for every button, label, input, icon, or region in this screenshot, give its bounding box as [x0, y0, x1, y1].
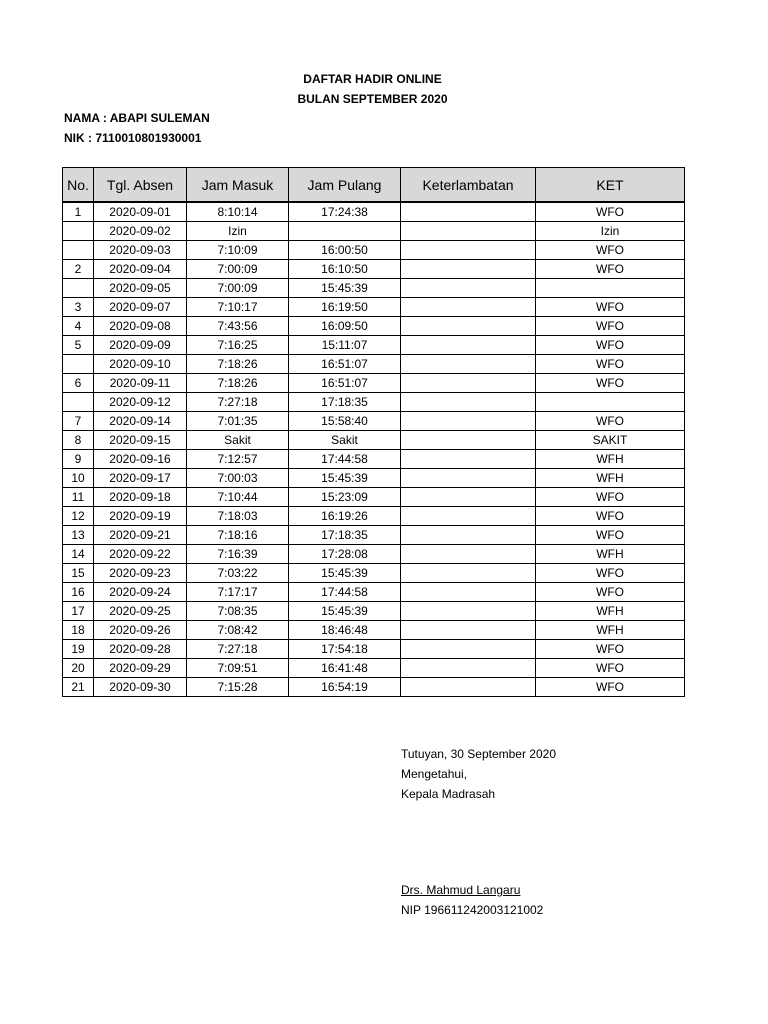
cell-check-in: 7:16:25: [187, 336, 289, 355]
cell-date: 2020-09-28: [94, 640, 187, 659]
column-header-no: No.: [63, 168, 94, 203]
cell-check-out: 16:00:50: [289, 241, 401, 260]
cell-check-in: 7:08:35: [187, 602, 289, 621]
cell-remarks: WFH: [536, 450, 685, 469]
cell-remarks: WFO: [536, 317, 685, 336]
document-title: DAFTAR HADIR ONLINE: [303, 72, 442, 86]
cell-date: 2020-09-01: [94, 202, 187, 222]
cell-check-in: 7:16:39: [187, 545, 289, 564]
cell-lateness: [401, 260, 536, 279]
cell-check-out: 15:58:40: [289, 412, 401, 431]
cell-date: 2020-09-24: [94, 583, 187, 602]
cell-date: 2020-09-12: [94, 393, 187, 412]
cell-check-in: 7:12:57: [187, 450, 289, 469]
cell-remarks: WFO: [536, 564, 685, 583]
cell-check-in: Sakit: [187, 431, 289, 450]
table-header-row: [63, 168, 685, 203]
table-row: [63, 222, 685, 241]
cell-date: 2020-09-02: [94, 222, 187, 241]
cell-lateness: [401, 279, 536, 298]
cell-date: 2020-09-21: [94, 526, 187, 545]
cell-lateness: [401, 564, 536, 583]
cell-check-out: Sakit: [289, 431, 401, 450]
cell-check-out: 17:28:08: [289, 545, 401, 564]
cell-lateness: [401, 469, 536, 488]
cell-check-out: 16:19:50: [289, 298, 401, 317]
cell-lateness: [401, 583, 536, 602]
column-header-check-out: Jam Pulang: [289, 168, 401, 203]
document-period: BULAN SEPTEMBER 2020: [297, 92, 448, 106]
cell-date: 2020-09-23: [94, 564, 187, 583]
cell-no: 8: [63, 431, 94, 450]
cell-check-in: 7:08:42: [187, 621, 289, 640]
cell-lateness: [401, 659, 536, 678]
cell-no: 7: [63, 412, 94, 431]
cell-check-in: 7:18:26: [187, 355, 289, 374]
cell-check-out: [289, 222, 401, 241]
table-row: [63, 678, 685, 697]
cell-check-out: 16:54:19: [289, 678, 401, 697]
cell-check-out: 16:41:48: [289, 659, 401, 678]
table-row: [63, 393, 685, 412]
cell-remarks: WFO: [536, 374, 685, 393]
cell-date: 2020-09-05: [94, 279, 187, 298]
cell-no: 9: [63, 450, 94, 469]
cell-lateness: [401, 450, 536, 469]
cell-remarks: WFO: [536, 202, 685, 222]
table-row: [63, 202, 685, 222]
cell-lateness: [401, 202, 536, 222]
table-row: [63, 317, 685, 336]
cell-no: 6: [63, 374, 94, 393]
cell-check-out: 16:51:07: [289, 374, 401, 393]
table-row: [63, 450, 685, 469]
cell-lateness: [401, 336, 536, 355]
cell-lateness: [401, 298, 536, 317]
table-row: [63, 545, 685, 564]
table-row: [63, 469, 685, 488]
employee-name: NAMA : ABAPI SULEMAN: [64, 111, 210, 125]
table-row: [63, 279, 685, 298]
cell-date: 2020-09-18: [94, 488, 187, 507]
cell-date: 2020-09-16: [94, 450, 187, 469]
column-header-lateness: Keterlambatan: [401, 168, 536, 203]
cell-remarks: WFO: [536, 583, 685, 602]
signature-role: Kepala Madrasah: [401, 787, 496, 801]
cell-date: 2020-09-25: [94, 602, 187, 621]
cell-lateness: [401, 640, 536, 659]
cell-check-in: 7:17:17: [187, 583, 289, 602]
cell-lateness: [401, 678, 536, 697]
cell-check-in: 7:10:44: [187, 488, 289, 507]
cell-date: 2020-09-17: [94, 469, 187, 488]
cell-lateness: [401, 222, 536, 241]
table-row: [63, 355, 685, 374]
cell-remarks: WFH: [536, 621, 685, 640]
cell-remarks: WFO: [536, 507, 685, 526]
cell-no: 20: [63, 659, 94, 678]
cell-remarks: WFO: [536, 260, 685, 279]
cell-check-in: 8:10:14: [187, 202, 289, 222]
cell-date: 2020-09-08: [94, 317, 187, 336]
cell-lateness: [401, 241, 536, 260]
cell-date: 2020-09-19: [94, 507, 187, 526]
table-row: [63, 621, 685, 640]
cell-date: 2020-09-09: [94, 336, 187, 355]
employee-nik: NIK : 7110010801930001: [64, 131, 202, 145]
table-row: [63, 412, 685, 431]
cell-check-out: 15:11:07: [289, 336, 401, 355]
cell-check-in: 7:18:26: [187, 374, 289, 393]
cell-date: 2020-09-11: [94, 374, 187, 393]
cell-lateness: [401, 488, 536, 507]
cell-remarks: WFO: [536, 298, 685, 317]
cell-check-in: 7:01:35: [187, 412, 289, 431]
cell-no: [63, 222, 94, 241]
cell-lateness: [401, 393, 536, 412]
cell-no: 14: [63, 545, 94, 564]
cell-no: 17: [63, 602, 94, 621]
cell-check-out: 15:45:39: [289, 469, 401, 488]
table-row: [63, 526, 685, 545]
cell-date: 2020-09-22: [94, 545, 187, 564]
cell-remarks: SAKIT: [536, 431, 685, 450]
cell-lateness: [401, 355, 536, 374]
table-row: [63, 564, 685, 583]
cell-no: 15: [63, 564, 94, 583]
cell-check-in: 7:03:22: [187, 564, 289, 583]
cell-check-out: 17:18:35: [289, 393, 401, 412]
cell-check-in: 7:18:03: [187, 507, 289, 526]
cell-remarks: [536, 279, 685, 298]
cell-check-out: 17:18:35: [289, 526, 401, 545]
cell-date: 2020-09-15: [94, 431, 187, 450]
attendance-table-body: [63, 202, 685, 697]
cell-check-in: 7:27:18: [187, 640, 289, 659]
cell-date: 2020-09-07: [94, 298, 187, 317]
cell-check-in: 7:43:56: [187, 317, 289, 336]
cell-no: 12: [63, 507, 94, 526]
table-row: [63, 241, 685, 260]
cell-remarks: WFH: [536, 469, 685, 488]
cell-no: 13: [63, 526, 94, 545]
cell-remarks: WFO: [536, 526, 685, 545]
cell-lateness: [401, 431, 536, 450]
cell-remarks: WFO: [536, 336, 685, 355]
column-header-check-in: Jam Masuk: [187, 168, 289, 203]
signature-place-date: Tutuyan, 30 September 2020: [401, 747, 556, 761]
cell-check-out: 15:23:09: [289, 488, 401, 507]
cell-check-in: Izin: [187, 222, 289, 241]
cell-check-in: 7:00:03: [187, 469, 289, 488]
cell-date: 2020-09-03: [94, 241, 187, 260]
cell-lateness: [401, 526, 536, 545]
cell-check-out: 15:45:39: [289, 602, 401, 621]
cell-check-in: 7:00:09: [187, 279, 289, 298]
table-row: [63, 298, 685, 317]
cell-no: 3: [63, 298, 94, 317]
cell-date: 2020-09-29: [94, 659, 187, 678]
cell-date: 2020-09-26: [94, 621, 187, 640]
cell-remarks: WFO: [536, 659, 685, 678]
cell-remarks: WFO: [536, 241, 685, 260]
cell-no: [63, 393, 94, 412]
table-row: [63, 640, 685, 659]
cell-check-out: 15:45:39: [289, 564, 401, 583]
cell-remarks: WFO: [536, 640, 685, 659]
cell-date: 2020-09-30: [94, 678, 187, 697]
cell-check-in: 7:27:18: [187, 393, 289, 412]
cell-check-out: 17:44:58: [289, 583, 401, 602]
cell-check-in: 7:18:16: [187, 526, 289, 545]
table-row: [63, 659, 685, 678]
cell-no: 11: [63, 488, 94, 507]
cell-check-in: 7:10:09: [187, 241, 289, 260]
cell-check-in: 7:09:51: [187, 659, 289, 678]
cell-lateness: [401, 317, 536, 336]
cell-no: 4: [63, 317, 94, 336]
table-row: [63, 431, 685, 450]
cell-check-out: 16:51:07: [289, 355, 401, 374]
cell-date: 2020-09-04: [94, 260, 187, 279]
cell-remarks: WFH: [536, 545, 685, 564]
cell-check-in: 7:00:09: [187, 260, 289, 279]
cell-no: 5: [63, 336, 94, 355]
cell-no: [63, 279, 94, 298]
cell-lateness: [401, 374, 536, 393]
table-row: [63, 583, 685, 602]
table-row: [63, 260, 685, 279]
cell-remarks: Izin: [536, 222, 685, 241]
cell-check-out: 17:24:38: [289, 202, 401, 222]
cell-check-out: 15:45:39: [289, 279, 401, 298]
table-row: [63, 507, 685, 526]
cell-check-in: 7:15:28: [187, 678, 289, 697]
cell-date: 2020-09-14: [94, 412, 187, 431]
attendance-table: [62, 167, 685, 697]
cell-check-out: 16:10:50: [289, 260, 401, 279]
cell-no: 2: [63, 260, 94, 279]
cell-remarks: WFO: [536, 412, 685, 431]
cell-remarks: WFO: [536, 355, 685, 374]
cell-date: 2020-09-10: [94, 355, 187, 374]
table-row: [63, 602, 685, 621]
cell-remarks: WFO: [536, 678, 685, 697]
signature-name: Drs. Mahmud Langaru: [401, 883, 521, 897]
cell-check-out: 16:09:50: [289, 317, 401, 336]
cell-no: 1: [63, 202, 94, 222]
cell-lateness: [401, 507, 536, 526]
column-header-date: Tgl. Absen: [94, 168, 187, 203]
table-row: [63, 488, 685, 507]
cell-check-out: 17:54:18: [289, 640, 401, 659]
signature-nip: NIP 196611242003121002: [401, 903, 544, 917]
table-row: [63, 336, 685, 355]
cell-no: 18: [63, 621, 94, 640]
cell-remarks: WFH: [536, 602, 685, 621]
cell-no: 16: [63, 583, 94, 602]
cell-check-out: 16:19:26: [289, 507, 401, 526]
cell-no: 21: [63, 678, 94, 697]
column-header-remarks: KET: [536, 168, 685, 203]
cell-lateness: [401, 621, 536, 640]
cell-no: [63, 355, 94, 374]
cell-lateness: [401, 545, 536, 564]
cell-check-out: 17:44:58: [289, 450, 401, 469]
cell-check-in: 7:10:17: [187, 298, 289, 317]
table-row: [63, 374, 685, 393]
cell-remarks: [536, 393, 685, 412]
cell-lateness: [401, 602, 536, 621]
cell-check-out: 18:46:48: [289, 621, 401, 640]
cell-no: [63, 241, 94, 260]
signature-acknowledged: Mengetahui,: [401, 767, 468, 781]
cell-lateness: [401, 412, 536, 431]
cell-no: 10: [63, 469, 94, 488]
cell-remarks: WFO: [536, 488, 685, 507]
cell-no: 19: [63, 640, 94, 659]
